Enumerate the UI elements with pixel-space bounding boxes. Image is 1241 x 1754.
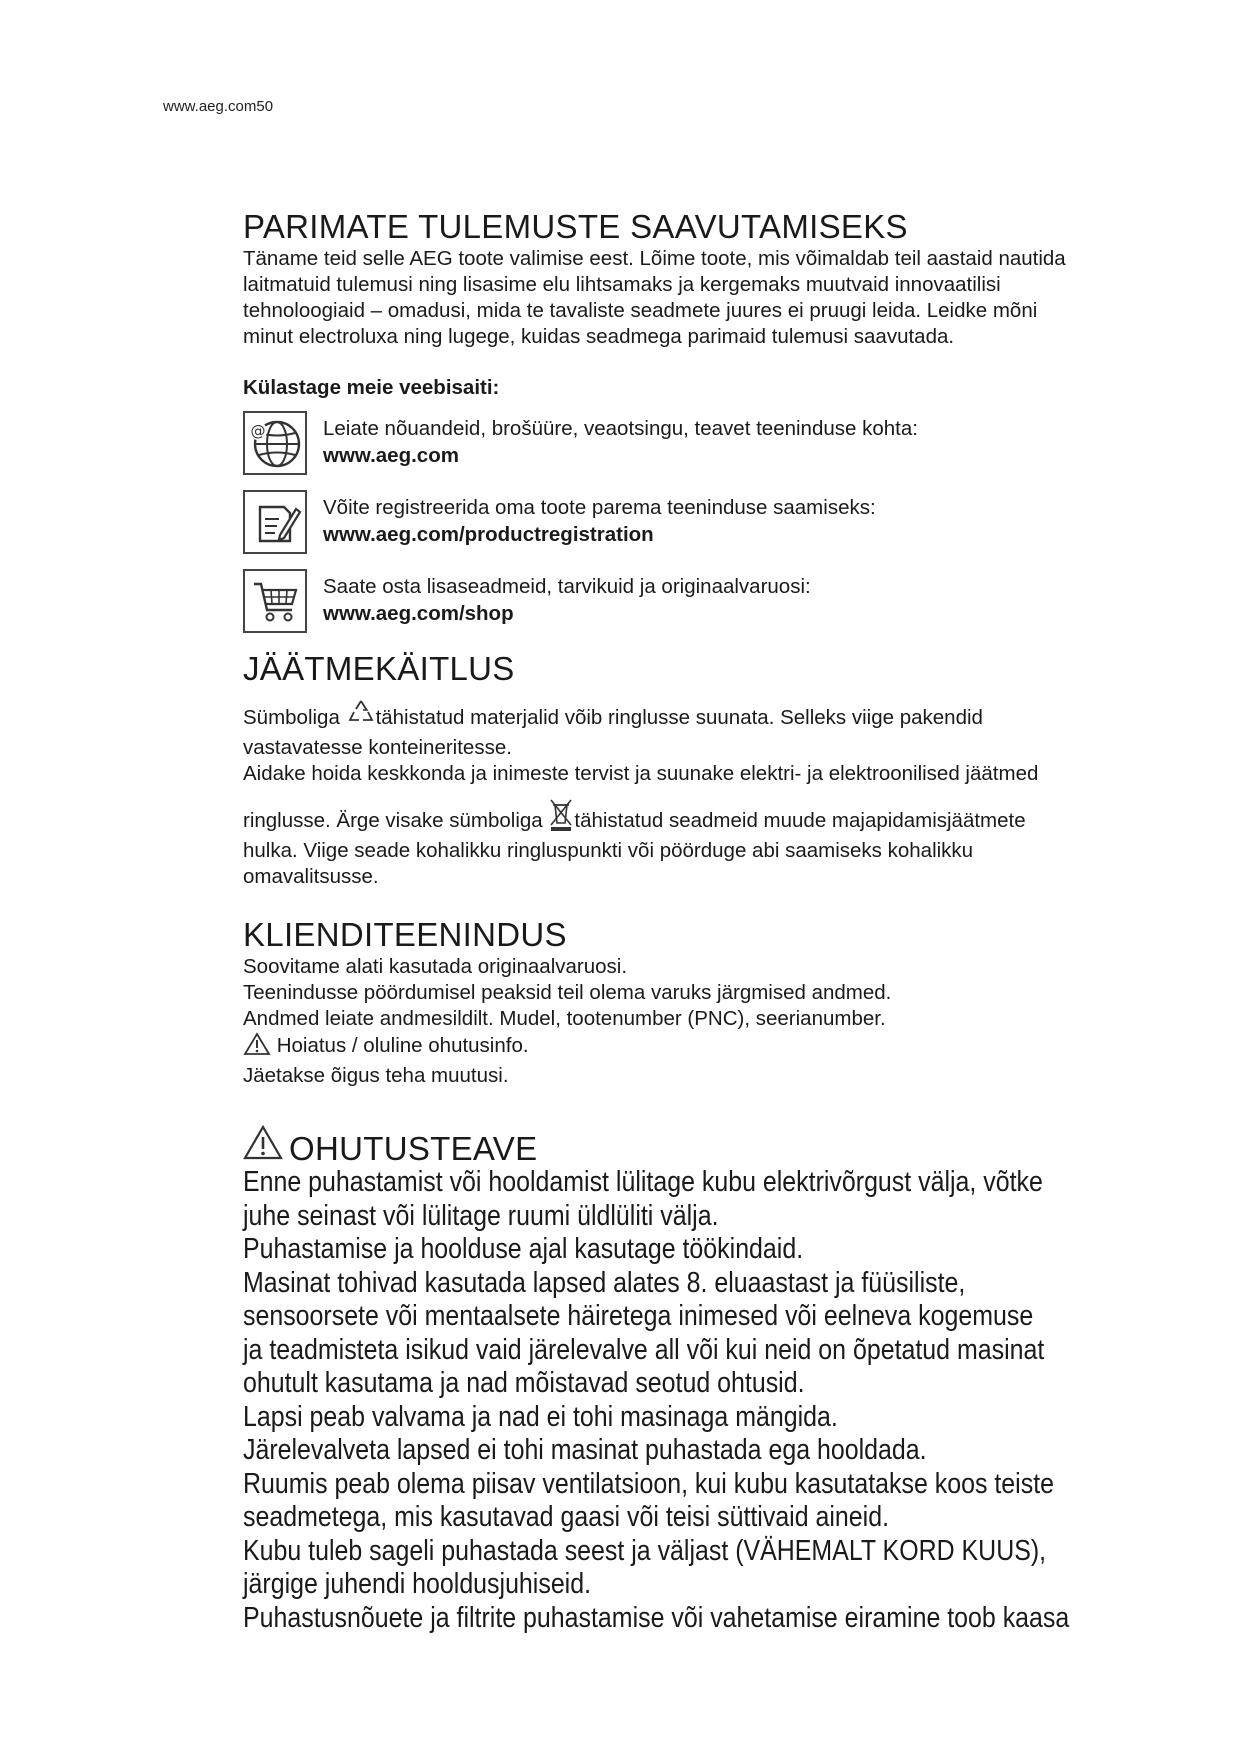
customer-service-text [243, 954, 1143, 1089]
service-line: Soovitame alati kasutada originaalvaruosi. [243, 955, 628, 978]
disposal-line-part: tähistatud seadmeid muude majapidamisjäätmete [574, 809, 1026, 832]
registration-description: Võite registreerida oma toote parema teeninduse saamiseks: [323, 496, 876, 519]
visit-website-label: Külastage meie veebisaiti: [243, 376, 500, 399]
intro-line: laitmatuid tulemusi ning lisasime elu lihtsamaks ja kergemaks muutvaid innovaatilisi [243, 273, 1001, 296]
safety-line: sensoorsete või mentaalsete häiretega inimesed või eelneva kogemuse [243, 1300, 1034, 1332]
safety-line: Puhastamise ja hoolduse ajal kasutage töökindaid. [243, 1233, 804, 1265]
best-results-title: PARIMATE TULEMUSTE SAAVUTAMISEKS [243, 208, 908, 245]
disposal-line: hulka. Viige seade kohalikku ringluspunkti või pöörduge abi saamiseks kohalikku [243, 839, 974, 862]
service-warning-line [243, 1032, 1143, 1063]
shop-link-row [243, 566, 1143, 636]
safety-line: seadmetega, mis kasutavad gaasi või teisi süttivaid aineid. [243, 1501, 890, 1533]
document-content [243, 208, 1143, 1635]
recycle-icon [346, 698, 376, 735]
safety-line: ja teadmisteta isikud vaid järelevalve all või kui neid on õpetatud masinat [243, 1333, 1045, 1366]
registration-pen-icon [243, 490, 307, 554]
registration-link-text [323, 495, 876, 549]
website-link-row [243, 408, 1143, 478]
safety-line: Lapsi peab valvama ja nad ei tohi masinaga mängida. [243, 1400, 838, 1433]
crossed-bin-icon [548, 797, 574, 838]
safety-line: Järelevalveta lapsed ei tohi masinat puhastada ega hooldada. [243, 1434, 927, 1466]
registration-link-row [243, 487, 1143, 557]
disposal-line [243, 797, 1143, 838]
website-description: Leiate nõuandeid, brošüüre, veaotsingu, teavet teeninduse kohta: [323, 417, 918, 440]
safety-line: Puhastusnõuete ja filtrite puhastamise või vahetamise eiramine toob kaasa [243, 1601, 1070, 1634]
page-header-site-and-number: www.aeg.com50 [163, 98, 274, 115]
intro-line: tehnoloogiaid – omadusi, mida te tavaliste seadmete juures ei pruugi leida. Leidke mõni [243, 299, 1038, 322]
best-results-intro [243, 246, 1143, 350]
disposal-line: vastavatesse konteineritesse. [243, 736, 512, 759]
disposal-line-part: tähistatud materjalid võib ringlusse suunata. Selleks viige pakendid [375, 706, 983, 729]
warning-triangle-icon [243, 1032, 271, 1063]
website-url-link[interactable]: www.aeg.com [323, 444, 459, 467]
safety-heading [243, 1125, 1143, 1166]
safety-title: OHUTUSTEAVE [289, 1130, 538, 1167]
disposal-line [243, 698, 1143, 735]
service-line: Andmed leiate andmesildilt. Mudel, tootenumber (PNC), seerianumber. [243, 1007, 886, 1030]
shop-description: Saate osta lisaseadmeid, tarvikuid ja originaalvaruosi: [323, 575, 811, 598]
service-line: Jäetakse õigus teha muutusi. [243, 1064, 509, 1087]
shop-url-link[interactable]: www.aeg.com/shop [323, 602, 514, 625]
svg-text:@: @ [250, 422, 266, 440]
intro-line: Täname teid selle AEG toote valimise eest. Lõime toote, mis võimaldab teil aastaid nautida [243, 247, 1066, 270]
safety-line: Kubu tuleb sageli puhastada seest ja väljast (VÄHEMALT KORD KUUS), [243, 1534, 1047, 1567]
customer-service-title: KLIENDITEENINDUS [243, 916, 567, 953]
warning-text: Hoiatus / oluline ohutusinfo. [276, 1034, 529, 1057]
disposal-line-part: Sümboliga [243, 706, 346, 729]
intro-line: minut electroluxa ning lugege, kuidas seadmega parimaid tulemusi saavutada. [243, 325, 955, 348]
safety-line: Ruumis peab olema piisav ventilatsioon, kui kubu kasutatakse koos teiste [243, 1467, 1054, 1500]
shopping-cart-icon [243, 569, 307, 633]
disposal-line-part: ringlusse. Ärge visake sümboliga [243, 809, 549, 832]
shop-link-text [323, 574, 811, 628]
disposal-text [243, 698, 1143, 890]
website-link-text [323, 416, 918, 470]
safety-line: juhe seinast või lülitage ruumi üldlüliti välja. [243, 1199, 719, 1232]
safety-line: Masinat tohivad kasutada lapsed alates 8. eluaastast ja füüsiliste, [243, 1266, 966, 1299]
service-line: Teenindusse pöördumisel peaksid teil olema varuks järgmised andmed. [243, 981, 892, 1004]
registration-url-link[interactable]: www.aeg.com/productregistration [323, 523, 654, 546]
disposal-line: Aidake hoida keskkonda ja inimeste tervist ja suunake elektri- ja elektroonilised jäätmed [243, 762, 1039, 785]
safety-line: Enne puhastamist või hooldamist lülitage kubu elektrivõrgust välja, võtke [243, 1166, 1043, 1198]
disposal-title: JÄÄTMEKÄITLUS [243, 650, 515, 687]
safety-text [243, 1166, 1146, 1635]
safety-line: järgige juhendi hooldusjuhiseid. [243, 1568, 592, 1600]
safety-warning-triangle-icon [243, 1125, 283, 1166]
disposal-line: omavalitsusse. [243, 865, 379, 888]
safety-line: ohutult kasutama ja nad mõistavad seotud ohtusid. [243, 1367, 805, 1399]
globe-at-icon [243, 411, 307, 475]
